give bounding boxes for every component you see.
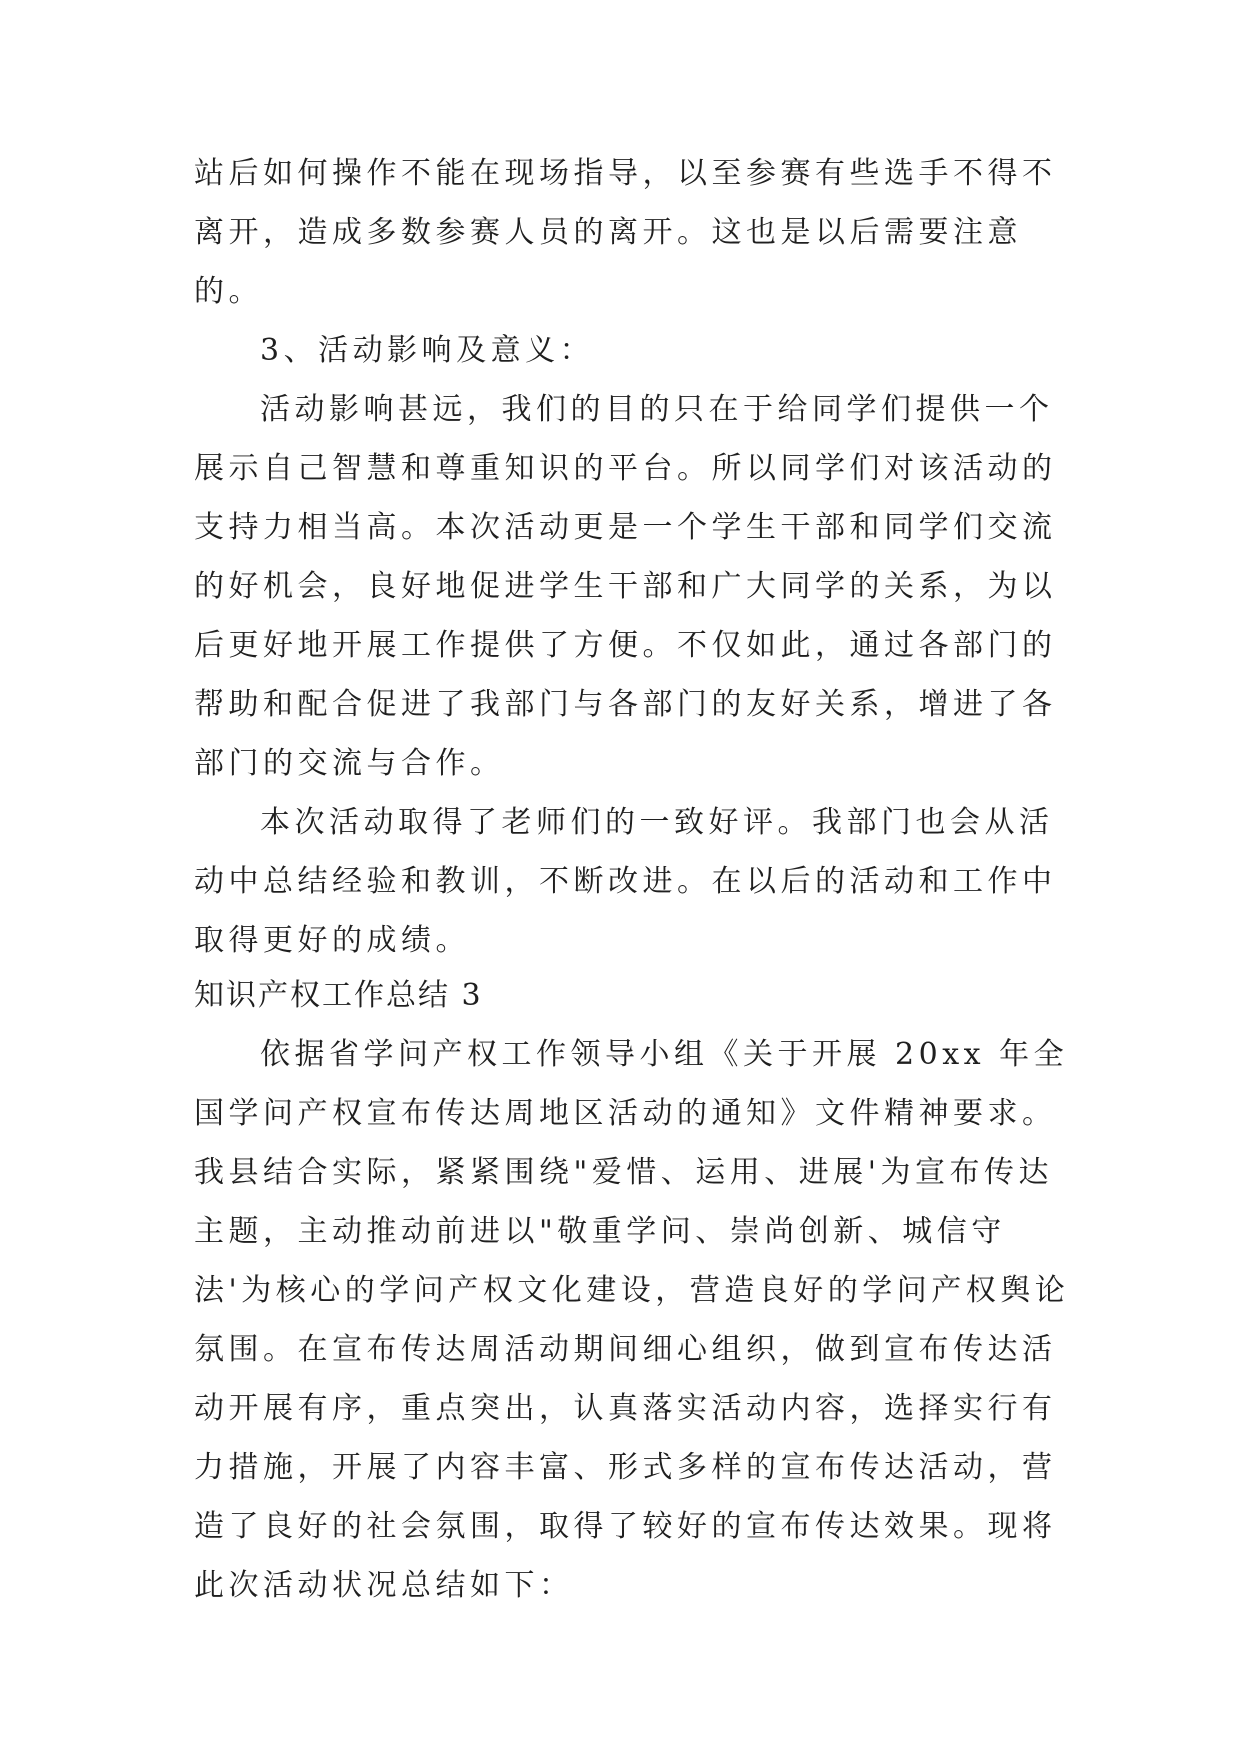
paragraph-conclusion: 本次活动取得了老师们的一致好评。我部门也会从活动中总结经验和教训，不断改进。在以后的活动和工作中取得更好的成绩。	[194, 805, 1057, 958]
subheading-activity-influence: 3、活动影响及意义：	[260, 333, 595, 368]
paragraph-continuation: 站后如何操作不能在现场指导，以至参赛有些选手不得不离开，造成多数参赛人员的离开。这也是以后需要注意的。	[194, 156, 1057, 309]
paragraph-section-3-intro: 依据省学问产权工作领导小组《关于开展 20xx 年全国学问产权宣布传达周地区活动的通知》文件精神要求。我县结合实际，紧紧围绕"爱惜、运用、进展'为宣布传达主题，主动推动前进以"敬重学问、崇尚创新、城信守法'为核心的学问产权文化建设，营造良好的学问产权舆论氛围。在宣布传达周活动期间细心组织，做到宣布传达活动开展有序，重点突出，认真落实活动内容，选择实行有力措施，开展了内容丰富、形式多样的宣布传达活动，营造了良好的社会氛围，取得了较好的宣布传达效果。现将此次活动状况总结如下：	[194, 1037, 1070, 1603]
text-block-previous-section	[194, 144, 1074, 970]
paragraph-activity-influence: 活动影响甚远，我们的目的只在于给同学们提供一个展示自己智慧和尊重知识的平台。所以同学们对该活动的支持力相当高。本次活动更是一个学生干部和同学们交流的好机会，良好地促进学生干部和广大同学的关系，为以后更好地开展工作提供了方便。不仅如此，通过各部门的帮助和配合促进了我部门与各部门的友好关系，增进了各部门的交流与合作。	[194, 392, 1057, 781]
section-title: 知识产权工作总结 3	[194, 978, 483, 1013]
text-block-section-3	[194, 966, 1074, 1615]
